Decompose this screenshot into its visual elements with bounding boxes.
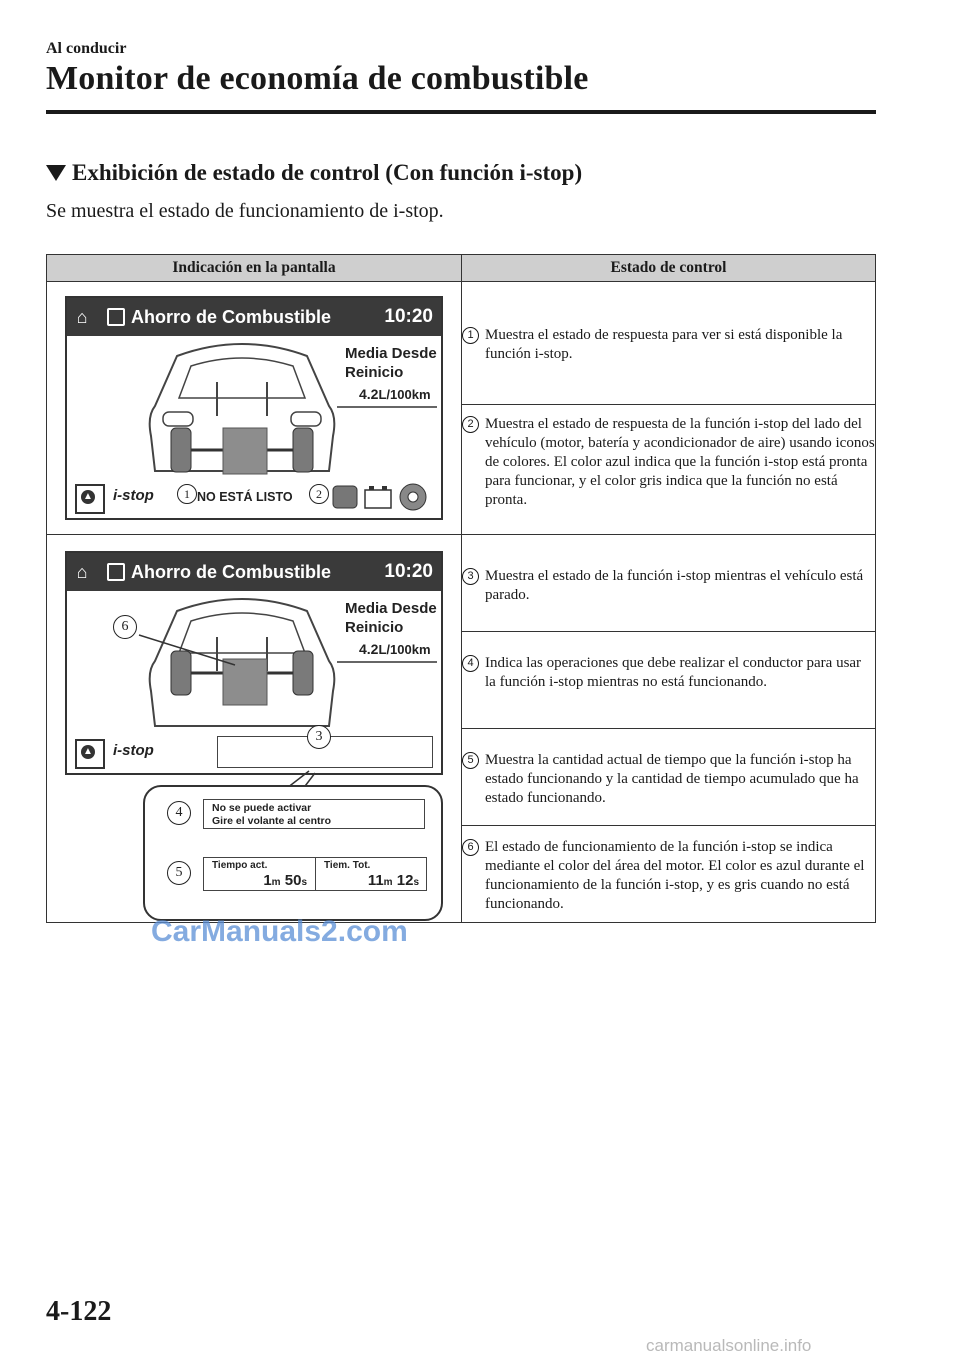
unit-s: s bbox=[301, 877, 307, 888]
istop-label: i-stop bbox=[113, 742, 154, 759]
chevron-up-icon: ▲ bbox=[81, 490, 95, 504]
air-conditioner-icon bbox=[400, 484, 426, 510]
consumption-readout bbox=[359, 386, 431, 402]
description-4 bbox=[462, 632, 876, 729]
battery-icon bbox=[365, 486, 391, 508]
description-text: Muestra el estado de respuesta de la función i-stop del lado del vehículo (motor, batería y acondicionador de aire) usando iconos de colores. El color azul indica que la función i-stop está pronta para funcionar, y el color gris indica que la función no está pronta. bbox=[485, 416, 875, 509]
consumption-unit: L/100km bbox=[378, 642, 431, 657]
screen-illustration-1 bbox=[47, 282, 462, 535]
title-divider bbox=[46, 110, 876, 114]
consumption-readout bbox=[359, 641, 431, 657]
consumption-value: 4.2 bbox=[359, 641, 379, 657]
screen-title: Ahorro de Combustible bbox=[131, 561, 332, 582]
time-current-value bbox=[263, 872, 307, 889]
time-box bbox=[203, 857, 427, 891]
column-header-status: Estado de control bbox=[462, 255, 876, 282]
screen-header bbox=[67, 553, 441, 591]
istop-popup bbox=[143, 785, 443, 921]
time-total bbox=[315, 858, 427, 890]
callout-3: 3 bbox=[307, 725, 331, 749]
description-2 bbox=[462, 405, 876, 535]
up-button[interactable] bbox=[75, 739, 105, 769]
description-1 bbox=[462, 282, 876, 405]
unit-s: s bbox=[413, 877, 419, 888]
fuel-economy-screen bbox=[65, 296, 443, 520]
page-title: Monitor de economía de combustible bbox=[46, 60, 589, 97]
table-row bbox=[47, 282, 876, 405]
time-total-label: Tiem. Tot. bbox=[324, 860, 371, 871]
consumption-rule bbox=[337, 406, 437, 408]
unit-m: m bbox=[383, 877, 393, 888]
engine-icon bbox=[333, 486, 357, 508]
time-total-sec: 12 bbox=[396, 872, 414, 889]
description-text: Muestra la cantidad actual de tiempo que la función i-stop ha estado funcionando y la cantidad de tiempo acumulado que ha estado funcionando. bbox=[485, 752, 859, 806]
number-1: 1 bbox=[462, 327, 479, 344]
home-icon: ⌂ bbox=[76, 561, 88, 582]
istop-status: NO ESTÁ LISTO bbox=[197, 490, 293, 504]
media-line-2: Reinicio bbox=[345, 619, 404, 636]
page-icon bbox=[107, 308, 125, 326]
control-status-table bbox=[46, 254, 876, 948]
time-current-label: Tiempo act. bbox=[212, 860, 268, 871]
chevron-up-icon: ▲ bbox=[81, 745, 95, 759]
subheading-text: Exhibición de estado de control (Con función i-stop) bbox=[72, 160, 583, 185]
media-line-2: Reinicio bbox=[345, 364, 404, 381]
number-4: 4 bbox=[462, 655, 479, 672]
time-current bbox=[204, 858, 315, 890]
unit-m: m bbox=[271, 877, 281, 888]
callout-4: 4 bbox=[167, 801, 191, 825]
time-current-min: 1 bbox=[263, 872, 272, 889]
section-label: Al conducir bbox=[46, 40, 127, 57]
screen-illustration-2 bbox=[47, 535, 462, 948]
callout-2: 2 bbox=[309, 484, 329, 504]
screen-header bbox=[67, 298, 441, 336]
number-5: 5 bbox=[462, 752, 479, 769]
media-label bbox=[345, 344, 437, 382]
media-line-1: Media Desde bbox=[345, 600, 437, 617]
screen-status-bar bbox=[67, 478, 441, 518]
intro-text: Se muestra el estado de funcionamiento de i-stop. bbox=[46, 200, 444, 222]
time-current-sec: 50 bbox=[284, 872, 302, 889]
media-label bbox=[345, 599, 437, 637]
screen-title: Ahorro de Combustible bbox=[131, 306, 332, 327]
time-total-min: 11 bbox=[367, 872, 384, 889]
table-row bbox=[47, 535, 876, 632]
message-line-2: Gire el volante al centro bbox=[212, 815, 332, 827]
callout-5: 5 bbox=[167, 861, 191, 885]
home-icon: ⌂ bbox=[76, 306, 88, 327]
screen-clock: 10:20 bbox=[384, 306, 433, 327]
message-line-1: No se puede activar bbox=[212, 802, 312, 814]
media-line-1: Media Desde bbox=[345, 345, 437, 362]
consumption-value: 4.2 bbox=[359, 386, 379, 402]
description-text: El estado de funcionamiento de la función i-stop se indica mediante el color del área del motor. El color es azul durante el funcionamiento de la función i-stop, y es gris cuando no está funcionando. bbox=[485, 839, 865, 912]
table-header-row bbox=[47, 255, 876, 282]
istop-label: i-stop bbox=[113, 487, 154, 504]
up-button[interactable] bbox=[75, 484, 105, 514]
number-2: 2 bbox=[462, 416, 479, 433]
subheading bbox=[46, 160, 582, 186]
description-text: Muestra el estado de la función i-stop mientras el vehículo está parado. bbox=[485, 568, 864, 603]
consumption-unit: L/100km bbox=[378, 387, 431, 402]
description-6 bbox=[462, 826, 876, 923]
description-3 bbox=[462, 535, 876, 632]
description-5 bbox=[462, 729, 876, 826]
watermark: CarManuals2.com bbox=[151, 915, 408, 948]
page-icon bbox=[107, 563, 125, 581]
consumption-rule bbox=[337, 661, 437, 663]
number-6: 6 bbox=[462, 839, 479, 856]
time-total-value bbox=[368, 872, 419, 889]
number-3: 3 bbox=[462, 568, 479, 585]
message-box bbox=[203, 799, 425, 829]
callout-6: 6 bbox=[113, 615, 137, 639]
page-number: 4-122 bbox=[46, 1296, 112, 1327]
callout-1: 1 bbox=[177, 484, 197, 504]
site-watermark: carmanualsonline.info bbox=[646, 1336, 812, 1355]
column-header-display: Indicación en la pantalla bbox=[47, 255, 462, 282]
screen-clock: 10:20 bbox=[384, 561, 433, 582]
triangle-bullet-icon bbox=[46, 165, 66, 181]
vehicle-status-icons bbox=[331, 480, 431, 514]
description-text: Indica las operaciones que debe realizar el conductor para usar la función i-stop mientras no está funcionando. bbox=[485, 655, 862, 690]
description-text: Muestra el estado de respuesta para ver si está disponible la función i-stop. bbox=[485, 327, 843, 362]
fuel-economy-screen bbox=[65, 551, 443, 775]
